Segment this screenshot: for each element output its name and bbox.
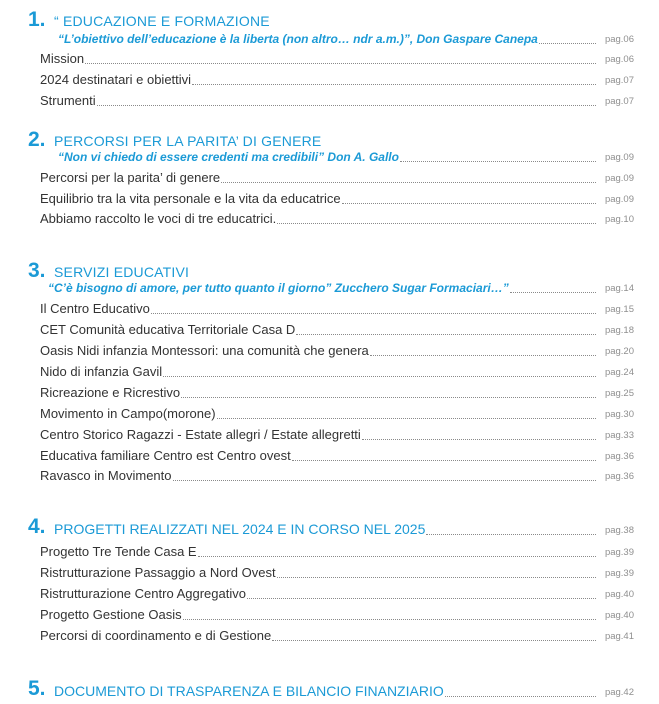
entry-label: Percorsi per la parita’ di genere: [40, 170, 221, 185]
dot-leader: [400, 161, 596, 162]
dot-leader: [277, 577, 596, 578]
toc-entry[interactable]: [40, 70, 634, 88]
dot-leader: [221, 182, 596, 183]
page-number: pag.18: [604, 325, 634, 336]
entry-label: Il Centro Educativo: [40, 301, 150, 316]
toc-entry[interactable]: [40, 404, 634, 422]
dot-leader: [539, 43, 596, 44]
section-title: PERCORSI PER LA PARITA’ DI GENERE: [54, 133, 322, 149]
dot-leader: [296, 334, 596, 335]
entry-label: Mission: [40, 51, 85, 66]
page-number: pag.09: [604, 152, 634, 163]
page-number: pag.40: [604, 610, 634, 621]
entry-label: Ristrutturazione Passaggio a Nord Ovest: [40, 565, 276, 580]
toc-entry[interactable]: [40, 168, 634, 186]
page-number: pag.07: [604, 96, 634, 107]
toc-entry[interactable]: [40, 91, 634, 109]
dot-leader: [151, 313, 596, 314]
dot-leader: [342, 203, 596, 204]
entry-label: Oasis Nidi infanzia Montessori: una comunità che genera: [40, 343, 369, 358]
toc-entry[interactable]: [40, 605, 634, 623]
entry-label: Ricreazione e Ricrestivo: [40, 385, 181, 400]
toc-entry[interactable]: [40, 466, 634, 484]
toc-entry[interactable]: [40, 563, 634, 581]
page-number: pag.39: [604, 547, 634, 558]
entry-label: 2024 destinatari e obiettivi: [40, 72, 192, 87]
dot-leader: [198, 556, 596, 557]
dot-leader: [426, 534, 596, 535]
page-number: pag.40: [604, 589, 634, 600]
section-number: 5.: [28, 677, 46, 700]
quote-text: “L’obiettivo dell’educazione è la liberta (non altro… ndr a.m.)”, Don Gaspare Canepa: [58, 32, 538, 46]
toc-entry[interactable]: [40, 49, 634, 67]
dot-leader: [85, 63, 596, 64]
page-number: pag.24: [604, 367, 634, 378]
page-number: pag.41: [604, 631, 634, 642]
page-number: pag.06: [604, 34, 634, 45]
section-4-heading[interactable]: [28, 514, 634, 538]
dot-leader: [445, 696, 596, 697]
toc-entry[interactable]: [40, 189, 634, 207]
toc-entry[interactable]: [40, 446, 634, 464]
entry-label: Progetto Gestione Oasis: [40, 607, 182, 622]
page-number: pag.06: [604, 54, 634, 65]
dot-leader: [370, 355, 596, 356]
quote-text: “Non vi chiedo di essere credenti ma credibili” Don A. Gallo: [58, 150, 399, 164]
dot-leader: [292, 460, 596, 461]
page-number: pag.25: [604, 388, 634, 399]
page-number: pag.39: [604, 568, 634, 579]
entry-label: Centro Storico Ragazzi - Estate allegri / Estate allegretti: [40, 427, 361, 442]
page-number: pag.10: [604, 214, 634, 225]
section-title: PROGETTI REALIZZATI NEL 2024 E IN CORSO NEL 2025: [54, 521, 426, 537]
dot-leader: [362, 439, 596, 440]
entry-label: Percorsi di coordinamento e di Gestione: [40, 628, 272, 643]
entry-label: Abbiamo raccolto le voci di tre educatrici.: [40, 211, 277, 226]
entry-label: CET Comunità educativa Territoriale Casa D: [40, 322, 296, 337]
page-number: pag.15: [604, 304, 634, 315]
toc-entry[interactable]: [40, 542, 634, 560]
entry-label: Nido di infanzia Gavil: [40, 364, 163, 379]
section-title: “ EDUCAZIONE E FORMAZIONE: [54, 13, 270, 29]
page-number: pag.09: [604, 194, 634, 205]
page-number: pag.09: [604, 173, 634, 184]
section-title: SERVIZI EDUCATIVI: [54, 264, 190, 280]
entry-label: Ravasco in Movimento: [40, 468, 172, 483]
entry-label: Educativa familiare Centro est Centro ovest: [40, 448, 291, 463]
toc-entry[interactable]: [40, 584, 634, 602]
section-number: 1.: [28, 8, 46, 31]
dot-leader: [173, 480, 597, 481]
toc-entry[interactable]: [40, 626, 634, 644]
entry-label: Equilibrio tra la vita personale e la vita da educatrice: [40, 191, 341, 206]
toc-entry[interactable]: [40, 341, 634, 359]
toc-entry[interactable]: [40, 299, 634, 317]
dot-leader: [97, 105, 596, 106]
section-1-quote-entry[interactable]: [58, 29, 634, 47]
section-number: 4.: [28, 515, 46, 538]
toc-entry[interactable]: [40, 320, 634, 338]
page-number: pag.38: [604, 525, 634, 536]
dot-leader: [217, 418, 596, 419]
dot-leader: [272, 640, 596, 641]
entry-label: Movimento in Campo(morone): [40, 406, 216, 421]
page-number: pag.42: [604, 687, 634, 698]
page-number: pag.33: [604, 430, 634, 441]
dot-leader: [277, 223, 596, 224]
page-number: pag.20: [604, 346, 634, 357]
section-title: DOCUMENTO DI TRASPARENZA E BILANCIO FINANZIARIO: [54, 683, 444, 699]
dot-leader: [247, 598, 596, 599]
section-5-heading[interactable]: [28, 676, 634, 700]
quote-text: “C’è bisogno di amore, per tutto quanto il giorno” Zucchero Sugar Formaciari…”: [48, 281, 509, 295]
dot-leader: [192, 84, 596, 85]
dot-leader: [181, 397, 596, 398]
entry-label: Strumenti: [40, 93, 96, 108]
page-number: pag.36: [604, 451, 634, 462]
section-2-quote-entry[interactable]: [58, 147, 634, 165]
toc-entry[interactable]: [40, 209, 634, 227]
dot-leader: [163, 376, 596, 377]
dot-leader: [510, 292, 596, 293]
toc-entry[interactable]: [40, 425, 634, 443]
toc-entry[interactable]: [40, 362, 634, 380]
entry-label: Ristrutturazione Centro Aggregativo: [40, 586, 246, 601]
toc-entry[interactable]: [40, 383, 634, 401]
section-number: 3.: [28, 259, 46, 282]
page-number: pag.36: [604, 471, 634, 482]
page-number: pag.14: [604, 283, 634, 294]
section-3-quote-entry[interactable]: [48, 278, 634, 296]
entry-label: Progetto Tre Tende Casa E: [40, 544, 197, 559]
dot-leader: [183, 619, 596, 620]
page-number: pag.07: [604, 75, 634, 86]
page-number: pag.30: [604, 409, 634, 420]
section-number: 2.: [28, 128, 46, 151]
